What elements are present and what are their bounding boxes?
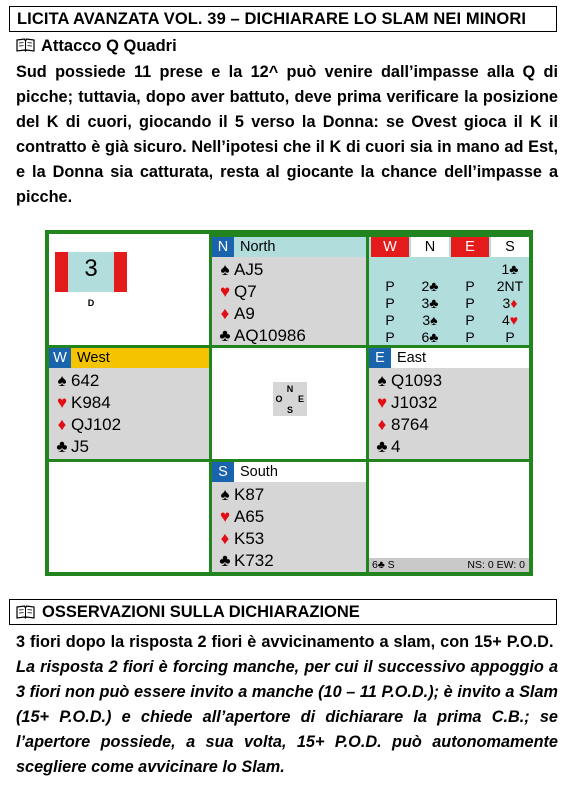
- spade-icon: ♠: [377, 371, 387, 390]
- north-hand: [212, 237, 366, 345]
- south-hand: [212, 462, 366, 572]
- book-icon: [16, 38, 35, 52]
- club-icon: ♣: [429, 295, 439, 311]
- lead-text: Attacco Q Quadri: [41, 37, 177, 55]
- bid-call: 2NT: [496, 278, 524, 294]
- compass-north: N: [286, 384, 294, 394]
- board-number: 3: [84, 255, 98, 282]
- west-clubs: J5: [71, 437, 89, 456]
- west-name: West: [77, 350, 110, 366]
- diamond-icon: ♦: [510, 295, 518, 311]
- diamond-icon: ♦: [220, 304, 230, 323]
- diamond-icon: ♦: [220, 529, 230, 548]
- intro-paragraph: Sud possiede 11 prese e la 12^ può venire dall’impasse alla Q di picche; tuttavia, dopo aver battuto, deve prima verificare la posizione del K di cuori, giocando il 5 verso la Donna: se Ovest gioca il K il contratto è già sicuro. Nell’ipotesi che il K di cuori sia in mano ad Est, e la Donna sia catturata, resta al giocante la chance dell’impasse a picche.: [16, 63, 558, 206]
- south-name: South: [240, 464, 278, 480]
- opening-lead: [16, 37, 177, 56]
- dealer-label: D: [87, 298, 95, 308]
- heart-icon: ♥: [509, 312, 519, 328]
- west-spades: 642: [71, 371, 100, 390]
- compass-east: E: [297, 394, 304, 404]
- spade-icon: ♠: [220, 485, 230, 504]
- bid-header-n: N: [411, 237, 449, 257]
- score: NS: 0 EW: 0: [467, 559, 525, 571]
- observations-header: [9, 599, 557, 625]
- west-hand: [49, 348, 209, 459]
- observations-paragraph: [16, 630, 558, 780]
- club-icon: ♣: [429, 329, 439, 345]
- observations-plain: 3 fiori dopo la risposta 2 fiori è avvicinamento a slam, con 15+ P.O.D.: [16, 633, 554, 651]
- east-spades: Q1093: [391, 371, 443, 390]
- east-clubs: 4: [391, 437, 401, 456]
- board-number-cell: [49, 234, 209, 345]
- bridge-board: [45, 230, 533, 576]
- east-hearts: J1032: [391, 393, 438, 412]
- diamond-icon: ♦: [377, 415, 387, 434]
- bid-call: 2♣: [421, 278, 439, 294]
- spade-icon: ♠: [430, 312, 438, 328]
- north-badge: N: [212, 237, 234, 257]
- club-icon: ♣: [219, 551, 231, 570]
- result-cell: [369, 462, 529, 572]
- south-hearts: A65: [234, 507, 265, 526]
- east-hand: [369, 348, 529, 459]
- south-clubs: K732: [234, 551, 274, 570]
- north-diamonds: A9: [234, 304, 255, 323]
- compass: [273, 382, 307, 416]
- north-spades: AJ5: [234, 260, 264, 279]
- bid-call: 1♣: [501, 261, 519, 277]
- club-icon: ♣: [509, 261, 519, 277]
- club-icon: ♣: [219, 326, 231, 345]
- bid-call: P: [385, 329, 395, 345]
- result-footer: [369, 558, 529, 572]
- bidding-table: [369, 237, 529, 345]
- north-name: North: [240, 239, 276, 255]
- diamond-icon: ♦: [57, 415, 67, 434]
- south-badge: S: [212, 462, 234, 482]
- bid-call: 3♣: [421, 295, 439, 311]
- bid-header-e: E: [451, 237, 489, 257]
- club-icon: ♣: [376, 437, 388, 456]
- north-clubs: AQ10986: [234, 326, 306, 345]
- east-badge: E: [369, 348, 391, 368]
- observations-italic: La risposta 2 fiori è forcing manche, per cui il successivo appoggio a 3 fiori non può essere invito a manche (10 – 11 P.O.D.); è invito a Slam (15+ P.O.D.) e chiede all’apertore di dichiarare la prima C.B.; se l’apertore possiede, a sua volta, 15+ P.O.D. può autonomamente scegliere come avvicinare lo Slam.: [16, 658, 558, 776]
- bid-call: P: [385, 278, 395, 294]
- bid-call: P: [465, 278, 475, 294]
- west-hearts: K984: [71, 393, 111, 412]
- bid-call: 3♦: [502, 295, 518, 311]
- bid-call: P: [385, 312, 395, 328]
- bid-call: P: [385, 295, 395, 311]
- north-hearts: Q7: [234, 282, 257, 301]
- observations-title: OSSERVAZIONI SULLA DICHIARAZIONE: [42, 603, 360, 621]
- east-diamonds: 8764: [391, 415, 429, 434]
- south-diamonds: K53: [234, 529, 265, 548]
- table-center: [212, 348, 366, 459]
- bid-header-w: W: [371, 237, 409, 257]
- east-name: East: [397, 350, 427, 366]
- west-badge: W: [49, 348, 71, 368]
- page-title: LICITA AVANZATA VOL. 39 – DICHIARARE LO SLAM NEI MINORI: [17, 10, 527, 28]
- heart-icon: ♥: [219, 282, 231, 301]
- south-spades: K87: [234, 485, 265, 504]
- bid-call: 6♣: [421, 329, 439, 345]
- spade-icon: ♠: [57, 371, 67, 390]
- bid-header-s: S: [491, 237, 529, 257]
- title-box: [9, 6, 557, 32]
- bid-call: 4♥: [501, 312, 519, 328]
- club-icon: ♣: [56, 437, 68, 456]
- spade-icon: ♠: [220, 260, 230, 279]
- vulnerability-card: [49, 234, 129, 314]
- bid-call: P: [465, 312, 475, 328]
- club-icon: ♣: [429, 278, 439, 294]
- contract: 6♣ S: [372, 559, 395, 571]
- bid-call: 3♠: [422, 312, 438, 328]
- west-diamonds: QJ102: [71, 415, 122, 434]
- heart-icon: ♥: [376, 393, 388, 412]
- heart-icon: ♥: [56, 393, 68, 412]
- book-icon: [16, 605, 35, 619]
- bid-call: P: [505, 329, 515, 345]
- compass-south: S: [286, 405, 293, 415]
- bid-call: P: [465, 295, 475, 311]
- empty-cell-sw: [49, 462, 209, 572]
- heart-icon: ♥: [219, 507, 231, 526]
- compass-west: O: [275, 394, 283, 404]
- bid-call: P: [465, 329, 475, 345]
